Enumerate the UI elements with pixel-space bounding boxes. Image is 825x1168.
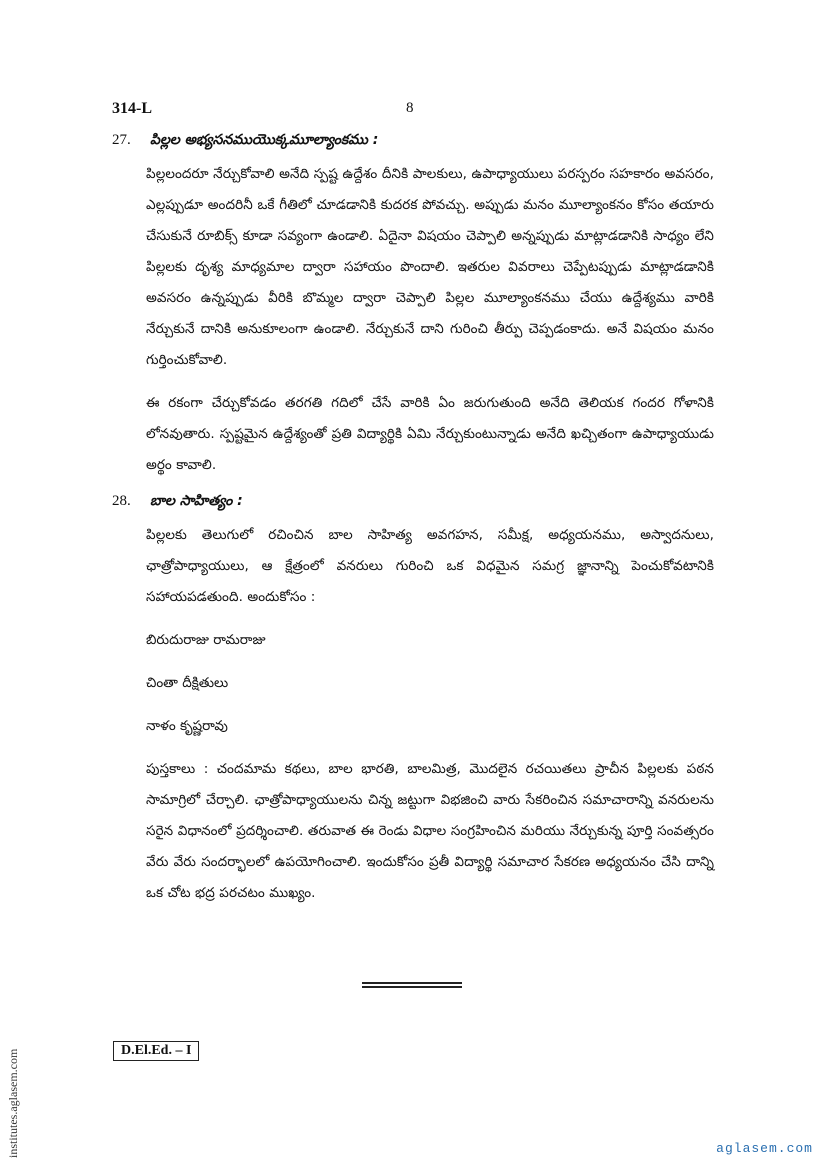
paper-code: 314-L	[112, 100, 152, 117]
page-number: 8	[406, 100, 414, 116]
question-title: బాల సాహిత్యం :	[150, 493, 243, 509]
question-heading	[112, 493, 714, 512]
question-number: 28.	[112, 493, 131, 509]
author-name: బిరుదురాజు రామరాజు	[146, 632, 266, 648]
question-27	[112, 132, 714, 481]
author-name: నాళం కృష్ణరావు	[146, 718, 228, 734]
question-heading	[112, 132, 714, 151]
divider-line	[362, 982, 462, 984]
answer-paragraph: పిల్లలకు తెలుగులో రచించిన బాల సాహిత్య అవగహన, సమీక్ష, అధ్యయనము, అస్వాదనులు, ఛాత్రోపాధ్యాయులు, ఆ క్షేత్రంలో వనరులు గురించి ఒక విధమైన సమగ్ర జ్ఞానాన్ని పెంచుకోవటానికి సహాయపడతుంది. అందుకోసం :	[146, 527, 714, 605]
document-body	[112, 132, 714, 921]
answer-paragraph: పిల్లలందరూ నేర్చుకోవాలి అనేది స్పష్ట ఉద్దేశం దీనికి పాలకులు, ఉపాధ్యాయులు పరస్పరం సహకారం అవసరం, ఎల్లప్పుడూ అందరినీ ఒకే గీతిలో చూడడానికి కుదరక పోవచ్చు. అప్పుడు మనం మూల్యాంకనం కోసం తయారు చేసుకునే రూబిక్స్ కూడా సవ్యంగా ఉండాలి. ఏదైనా విషయం చెప్పాలి అన్నప్పుడు మాట్లాడడానికి సాధ్యం లేని పిల్లలకు దృశ్య మాధ్యమాల ద్వారా సహాయం పొందాలి. ఇతరుల వివరాలు చెప్పేటప్పుడు మాట్లాడడానికి అవసరం ఉన్నప్పుడు వీరికి బొమ్మల ద్వారా చెప్పాలి పిల్లల మూల్యాంకనము చేయు ఉద్దేశ్యము వారికి నేర్చుకునే దానికి అనుకూలంగా ఉండాలి. నేర్చుకునే దాని గురించి తీర్పు చెప్పడంకాదు. అనే విషయం మనం గుర్తించుకోవాలి.	[146, 166, 714, 368]
author-name: చింతా దీక్షితులు	[146, 675, 229, 691]
divider-line	[362, 986, 462, 988]
answer-paragraph: పుస్తకాలు : చందమామ కథలు, బాల భారతి, బాలమిత్ర, మొదలైన రచయితలు ప్రాచీన పిల్లలకు పఠన సామాగ్రిలో చేర్చాలి. ఛాత్రోపాధ్యాయులను చిన్న జట్టుగా విభజించి వారు సేకరించిన సమాచారాన్ని వనరులను సరైన విధానంలో ప్రదర్శించాలి. తరువాత ఈ రెండు విధాల సంగ్రహించిన మరియు నేర్చుకున్న పూర్తి సంవత్సరం వేరు వేరు సందర్భాలలో ఉపయోగించాలి. ఇందుకోసం ప్రతీ విద్యార్థి సమాచార సేకరణ అధ్యయనం చేసి దాన్ని ఒక చోట భద్ర పరచటం ముఖ్యం.	[146, 761, 714, 901]
course-label: D.El.Ed. – I	[113, 1041, 199, 1061]
answer-paragraph: ఈ రకంగా చేర్చుకోవడం తరగతి గదిలో చేసే వారికి ఏం జరుగుతుంది అనేది తెలియక గందర గోళానికి లోనవుతారు. స్పష్టమైన ఉద్దేశ్యంతో ప్రతి విద్యార్థికి ఏమి నేర్చుకుంటున్నాడు అనేది ఖచ్చితంగా ఉపాధ్యాయుడు అర్థం కావాలి.	[146, 395, 714, 473]
question-28	[112, 493, 714, 909]
corner-watermark: aglasem.com	[716, 1141, 813, 1156]
section-divider	[362, 982, 462, 990]
question-number: 27.	[112, 132, 131, 148]
side-watermark: institutes.aglasem.com	[6, 1048, 20, 1158]
question-title: పిల్లల అభ్యసనముయొక్కమూల్యాంకము :	[150, 132, 379, 148]
